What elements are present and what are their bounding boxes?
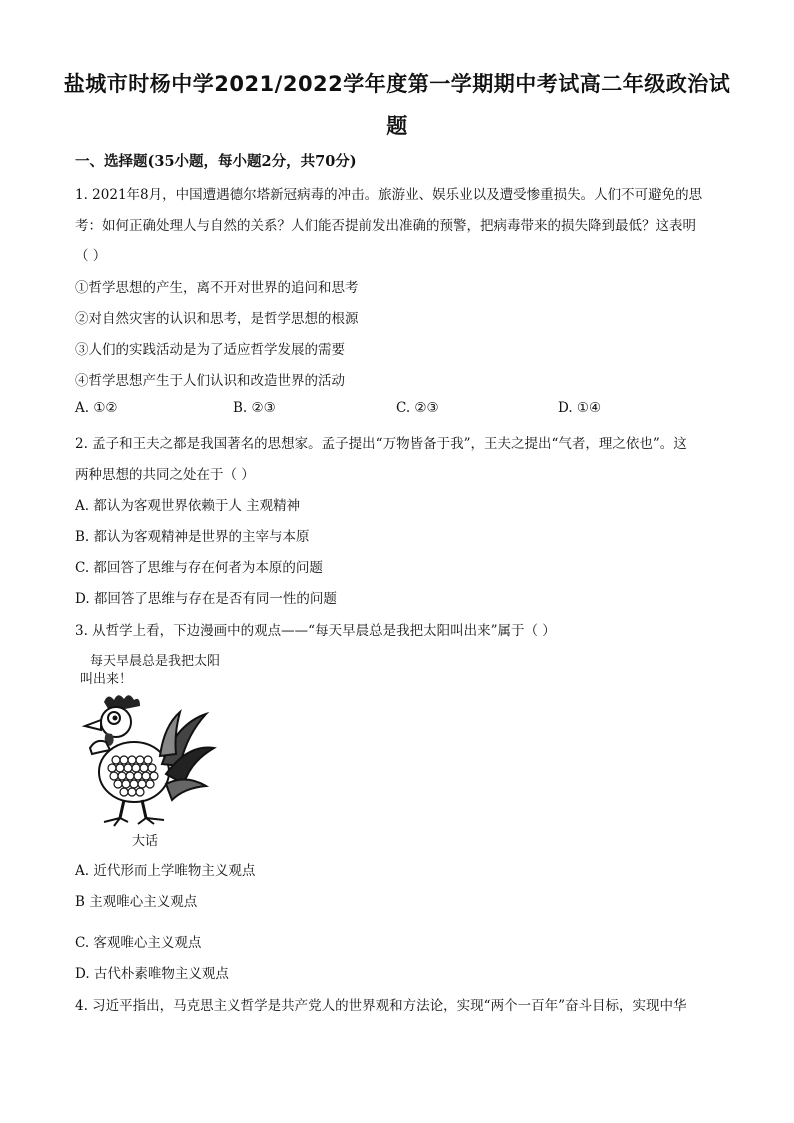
cartoon-caption: 大话 bbox=[132, 834, 159, 849]
cartoon-speech-line2: 叫出来！ bbox=[80, 672, 133, 687]
q2-stem-line2: 两种思想的共同之处在于（ ） bbox=[75, 467, 255, 483]
q1-stem-line2: 考：如何正确处理人与自然的关系？人们能否提前发出准确的预警，把病毒带来的损失降到最低？这表明 bbox=[75, 218, 696, 234]
q1-answer-blank: （ ） bbox=[75, 248, 107, 264]
q1-stem-line1: 1. 2021年8月，中国遭遇德尔塔新冠病毒的冲击。旅游业、娱乐业以及遭受惨重损失。人们不可避免的思 bbox=[75, 187, 703, 203]
q1-item-4: ④哲学思想产生于人们认识和改造世界的活动 bbox=[75, 373, 345, 389]
q3-option-a: A. 近代形而上学唯物主义观点 bbox=[75, 863, 256, 879]
q3-option-b: B 主观唯心主义观点 bbox=[75, 894, 198, 910]
q4-stem-line1: 4. 习近平指出，马克思主义哲学是共产党人的世界观和方法论，实现“两个一百年”奋斗目标，实现中华 bbox=[75, 998, 687, 1014]
q3-stem: 3. 从哲学上看，下边漫画中的观点——“每天早晨总是我把太阳叫出来”属于（ ） bbox=[75, 623, 556, 639]
rooster-cartoon bbox=[74, 648, 224, 848]
exam-title-line1: 盐城市时杨中学2021/2022学年度第一学期期中考试高二年级政治试 bbox=[63, 72, 731, 96]
exam-title-line2: 题 bbox=[386, 114, 408, 138]
q1-option-b: B. ②③ bbox=[233, 400, 276, 416]
q1-option-a: A. ①② bbox=[75, 400, 118, 416]
cartoon-speech-line1: 每天早晨总是我把太阳 bbox=[90, 654, 221, 669]
q2-option-c: C. 都回答了思维与存在何者为本原的问题 bbox=[75, 560, 323, 576]
q1-item-3: ③人们的实践活动是为了适应哲学发展的需要 bbox=[75, 342, 345, 358]
q2-option-b: B. 都认为客观精神是世界的主宰与本原 bbox=[75, 529, 310, 545]
q2-option-a: A. 都认为客观世界依赖于人 主观精神 bbox=[75, 498, 301, 514]
q1-option-d: D. ①④ bbox=[558, 400, 602, 416]
q2-stem-line1: 2. 孟子和王夫之都是我国著名的思想家。孟子提出“万物皆备于我”，王夫之提出“气者，理之依也”。这 bbox=[75, 436, 687, 452]
section-heading: 一、选择题(35小题，每小题2分，共70分) bbox=[75, 153, 357, 170]
rooster-icon bbox=[74, 686, 224, 836]
q3-option-d: D. 古代朴素唯物主义观点 bbox=[75, 966, 229, 982]
q1-item-2: ②对自然灾害的认识和思考，是哲学思想的根源 bbox=[75, 311, 359, 327]
q3-option-c: C. 客观唯心主义观点 bbox=[75, 935, 202, 951]
q2-option-d: D. 都回答了思维与存在是否有同一性的问题 bbox=[75, 591, 337, 607]
q1-option-c: C. ②③ bbox=[396, 400, 439, 416]
q1-item-1: ①哲学思想的产生，离不开对世界的追问和思考 bbox=[75, 280, 359, 296]
